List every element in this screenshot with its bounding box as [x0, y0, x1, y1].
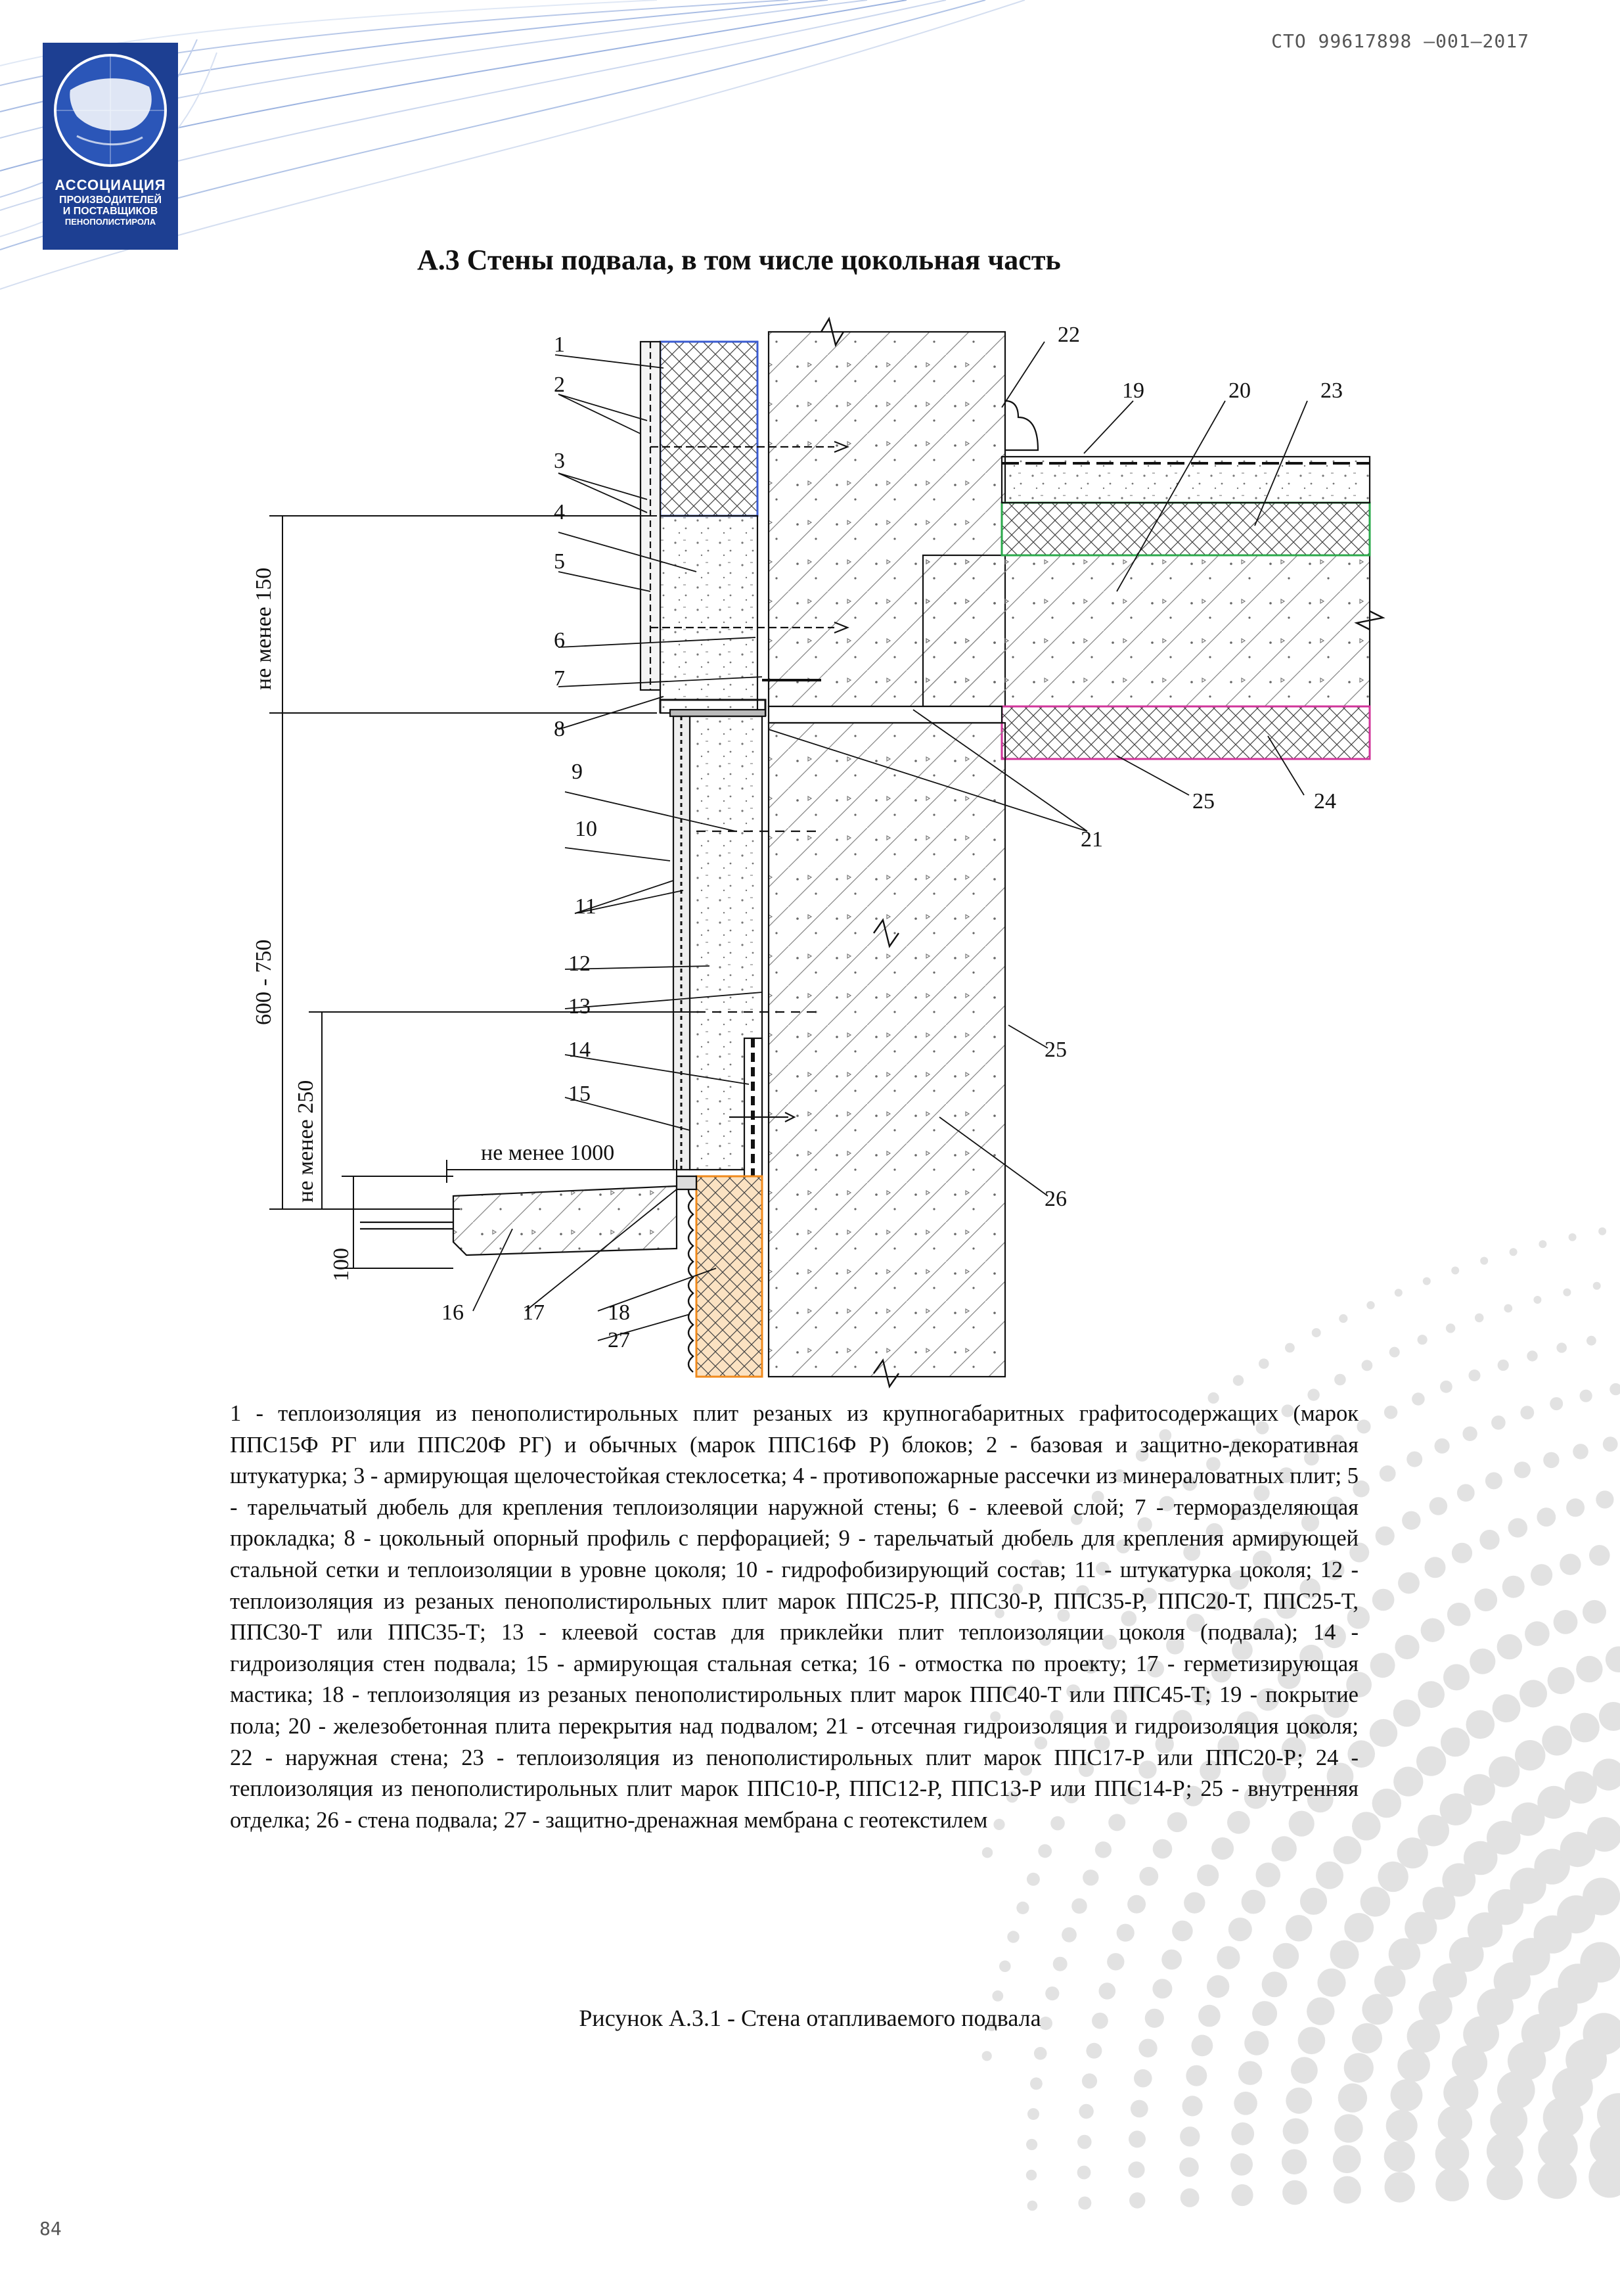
legend-text: 1 - теплоизоляция из пенополистирольных плит резаных из крупногабаритных графитосодержащих (марок ППС15Ф РГ или ППС20Ф РГ) и обычных (марок ППС16Ф Р) блоков; 2 - базовая и защитно-декоративная штукатурка; 3 - армирующая щелочестойкая стеклосетка; 4 - противопожарные рассечки из минераловатных плит; 5 - тарельчатый дюбель для крепления теплоизоляции наружной стены; 6 - клеевой слой; 7 - терморазделяющая прокладка; 8 - цокольный опорный профиль с перфорацией; 9 - тарельчатый дюбель для крепления армирующей стальной сетки и теплоизоляции в уровне цоколя; 10 - гидрофобизирующий состав; 11 - штукатурка цоколя; 12 - теплоизоляция из резаных пенополистирольных плит марок ППС25-Р, ППС30-Р, ППС35-Р, ППС20-Т, ППС25-Т, ППС30-Т или ППС35-Т; 13 - клеевой состав для приклейки плит теплоизоляции цоколя (подвала); 14 - гидроизоляция стен подвала; 15 - армирующая стальная сетка; 16 - отмостка по проекту; 17 - герметизирующая мастика; 18 - теплоизоляция из резаных пенополистирольных плит марок ППС40-Т или ППС45-Т; 19 - покрытие пола; 20 - железобетонная плита перекрытия над подвалом; 21 - отсечная гидроизоляция и гидроизоляция цоколя; 22 - наружная стена; 23 - теплоизоляция из пенополистирольных плит марок ППС17-Р или ППС20-Р; 24 - теплоизоляция из пенополистирольных плит марок ППС10-Р, ППС12-Р, ППС13-Р или ППС14-Р; 25 - внутренняя отделка; 26 - стена подвала; 27 - защитно-дренажная мембрана с геотекстилем — [230, 1401, 1359, 1833]
callout-12: 12 — [568, 952, 591, 976]
callout-5: 5 — [554, 549, 565, 574]
logo-line-2: ПРОИЗВОДИТЕЛЕЙ — [58, 195, 162, 206]
callout-15: 15 — [568, 1082, 591, 1106]
callout-24: 24 — [1314, 789, 1336, 814]
floor-insulation — [1002, 503, 1370, 555]
callout-7: 7 — [554, 666, 565, 691]
callout-26: 26 — [1045, 1187, 1067, 1211]
logo-line-1: АССОЦИАЦИЯ — [55, 177, 166, 193]
firebreak-mineral-wool — [660, 516, 757, 713]
callout-9: 9 — [572, 760, 583, 784]
callout-14: 14 — [568, 1038, 591, 1062]
callout-22: 22 — [1058, 323, 1080, 347]
dim-150: не менее 150 — [252, 567, 276, 690]
dim-250: не менее 250 — [294, 1080, 318, 1203]
callout-25-bottom: 25 — [1045, 1038, 1067, 1062]
logo-line-3: И ПОСТАВЩИКОВ — [62, 205, 158, 217]
dim-600-750: 600 - 750 — [252, 939, 276, 1025]
insulation-graphite — [660, 342, 757, 516]
callout-21: 21 — [1081, 827, 1103, 852]
callout-18: 18 — [608, 1300, 630, 1325]
callout-23: 23 — [1320, 379, 1343, 403]
figure-caption: Рисунок А.3.1 - Стена отапливаемого подвала — [579, 2005, 1041, 2031]
callout-19: 19 — [1122, 379, 1144, 403]
callout-13: 13 — [568, 994, 591, 1019]
callout-16: 16 — [441, 1300, 464, 1325]
floor-slab — [923, 555, 1370, 706]
callout-27: 27 — [608, 1328, 630, 1352]
ceiling-insulation — [1002, 706, 1370, 759]
logo-line-4: ПЕНОПОЛИСТИРОЛА — [64, 216, 156, 227]
callout-20: 20 — [1228, 379, 1251, 403]
callout-11: 11 — [575, 894, 596, 919]
callout-4: 4 — [554, 500, 565, 524]
callout-17: 17 — [522, 1300, 545, 1325]
callout-1: 1 — [554, 333, 565, 357]
document-code: СТО 99617898 –001–2017 — [1271, 30, 1529, 52]
blind-area — [453, 1186, 677, 1255]
section-title: А.3 Стены подвала, в том числе цокольная часть — [417, 244, 1061, 276]
callout-6: 6 — [554, 628, 565, 653]
page-number: 84 — [39, 2218, 62, 2239]
dim-1000: не менее 1000 — [481, 1141, 615, 1165]
below-grade-insulation — [696, 1176, 762, 1377]
callout-25-top: 25 — [1192, 789, 1215, 814]
dim-100: 100 — [329, 1248, 353, 1281]
callout-10: 10 — [575, 817, 597, 841]
basement-wall — [769, 723, 1005, 1377]
callout-3: 3 — [554, 449, 565, 473]
callout-8: 8 — [554, 717, 565, 741]
callout-2: 2 — [554, 373, 565, 397]
